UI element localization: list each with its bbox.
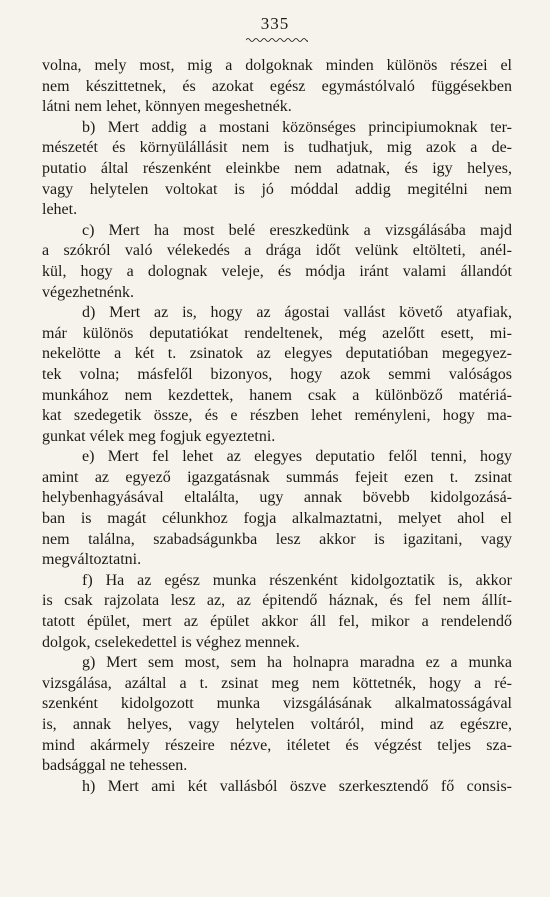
text-line: dolgok, cselekedettel is véghez mennek. xyxy=(42,633,300,651)
text-line: mind akármely részeire nézve, itéletet és végzést teljes sza- xyxy=(42,736,512,754)
text-line: c) Mert ha most belé ereszkedünk a vizsgálásába majd xyxy=(82,221,512,239)
page-number: 335 xyxy=(260,14,290,33)
wavy-rule-ornament xyxy=(246,37,308,43)
text-line: nem készittetnek, és azokat egész egymástólvaló függésekben xyxy=(42,77,512,95)
text-line: tatott épület, mert az épület akkor áll fel, mikor a rendelendő xyxy=(42,613,512,631)
text-line: g) Mert sem most, sem ha holnapra maradna ez a munka xyxy=(82,654,512,672)
text-line: a szókról való vélekedés a drága időt velünk eltölteti, anél- xyxy=(42,242,512,260)
text-line: mészetét és környülállásit nem is tudhatjuk, mig azok a de- xyxy=(42,139,512,157)
text-line: helybenhagyásával eltalálta, ugy annak bövebb kidolgozásá- xyxy=(42,489,512,507)
text-line: kül, hogy a dolognak veleje, és módja iránt valami állandót xyxy=(42,262,512,280)
text-line: megváltoztatni. xyxy=(42,551,142,569)
text-line: látni nem lehet, könnyen megeshetnék. xyxy=(42,98,292,116)
text-line: b) Mert addig a mostani közönséges principiumoknak ter- xyxy=(82,118,512,136)
text-line: lehet. xyxy=(42,201,78,219)
text-line: volna, mely most, mig a dolgoknak minden különös részei el xyxy=(42,57,512,74)
text-line: nekelötte a két t. zsinatok az elegyes deputatióban megegyez- xyxy=(42,345,512,363)
text-line: f) Ha az egész munka részenként kidolgoztatik is, akkor xyxy=(82,571,512,589)
text-line: ban is magát célunkhoz fogja alkalmaztatni, melyet ahol el xyxy=(42,510,512,528)
text-line: badsággal ne tehessen. xyxy=(42,757,188,775)
text-line: tek volna; másfelől bizonyos, hogy azok semmi valóságos xyxy=(42,365,512,383)
text-line: végezhetnénk. xyxy=(42,283,134,301)
page-header xyxy=(0,14,550,33)
text-line: h) Mert ami két vallásból öszve szerkesztendő fő consis- xyxy=(82,777,512,795)
body-text xyxy=(42,56,512,797)
text-line: putatio által részenként eleinkbe nem adatnak, és igy helyes, xyxy=(42,159,512,177)
text-line: e) Mert fel lehet az elegyes deputatio felől tenni, hogy xyxy=(82,448,512,466)
text-line: nem találna, szabadságunkba lesz akkor is igazitani, vagy xyxy=(42,530,512,548)
text-line: már különös deputatiókat rendeltenek, még azelőtt esett, mi- xyxy=(42,324,512,342)
text-line: is, annak helyes, vagy helytelen voltáról, mind az egészre, xyxy=(42,716,512,733)
text-line: vizsgálása, azáltal a t. zsinat meg nem köttetnék, hogy a ré- xyxy=(42,674,512,692)
text-line: gunkat vélek meg fogjuk egyeztetni. xyxy=(42,427,276,445)
text-line: amint az egyező igazgatásnak summás fejeit ezen t. zsinat xyxy=(42,468,512,486)
text-line: is csak rajzolata lesz az, az épitendő háznak, és fel nem állít- xyxy=(42,592,512,610)
text-line: d) Mert az is, hogy az ágostai vallást követő atyafiak, xyxy=(82,304,512,322)
text-line: munkához nem kezdettek, hanem csak a különböző matériá- xyxy=(42,386,512,404)
text-line: szenként kidolgozott munka vizsgálásának alkalmatosságával xyxy=(42,695,512,713)
text-line: vagy helytelen voltokat is jó móddal addig megitélni nem xyxy=(42,180,512,198)
text-line: kat szedegetik össze, és e részben lehet reményleni, hogy ma- xyxy=(42,407,512,425)
